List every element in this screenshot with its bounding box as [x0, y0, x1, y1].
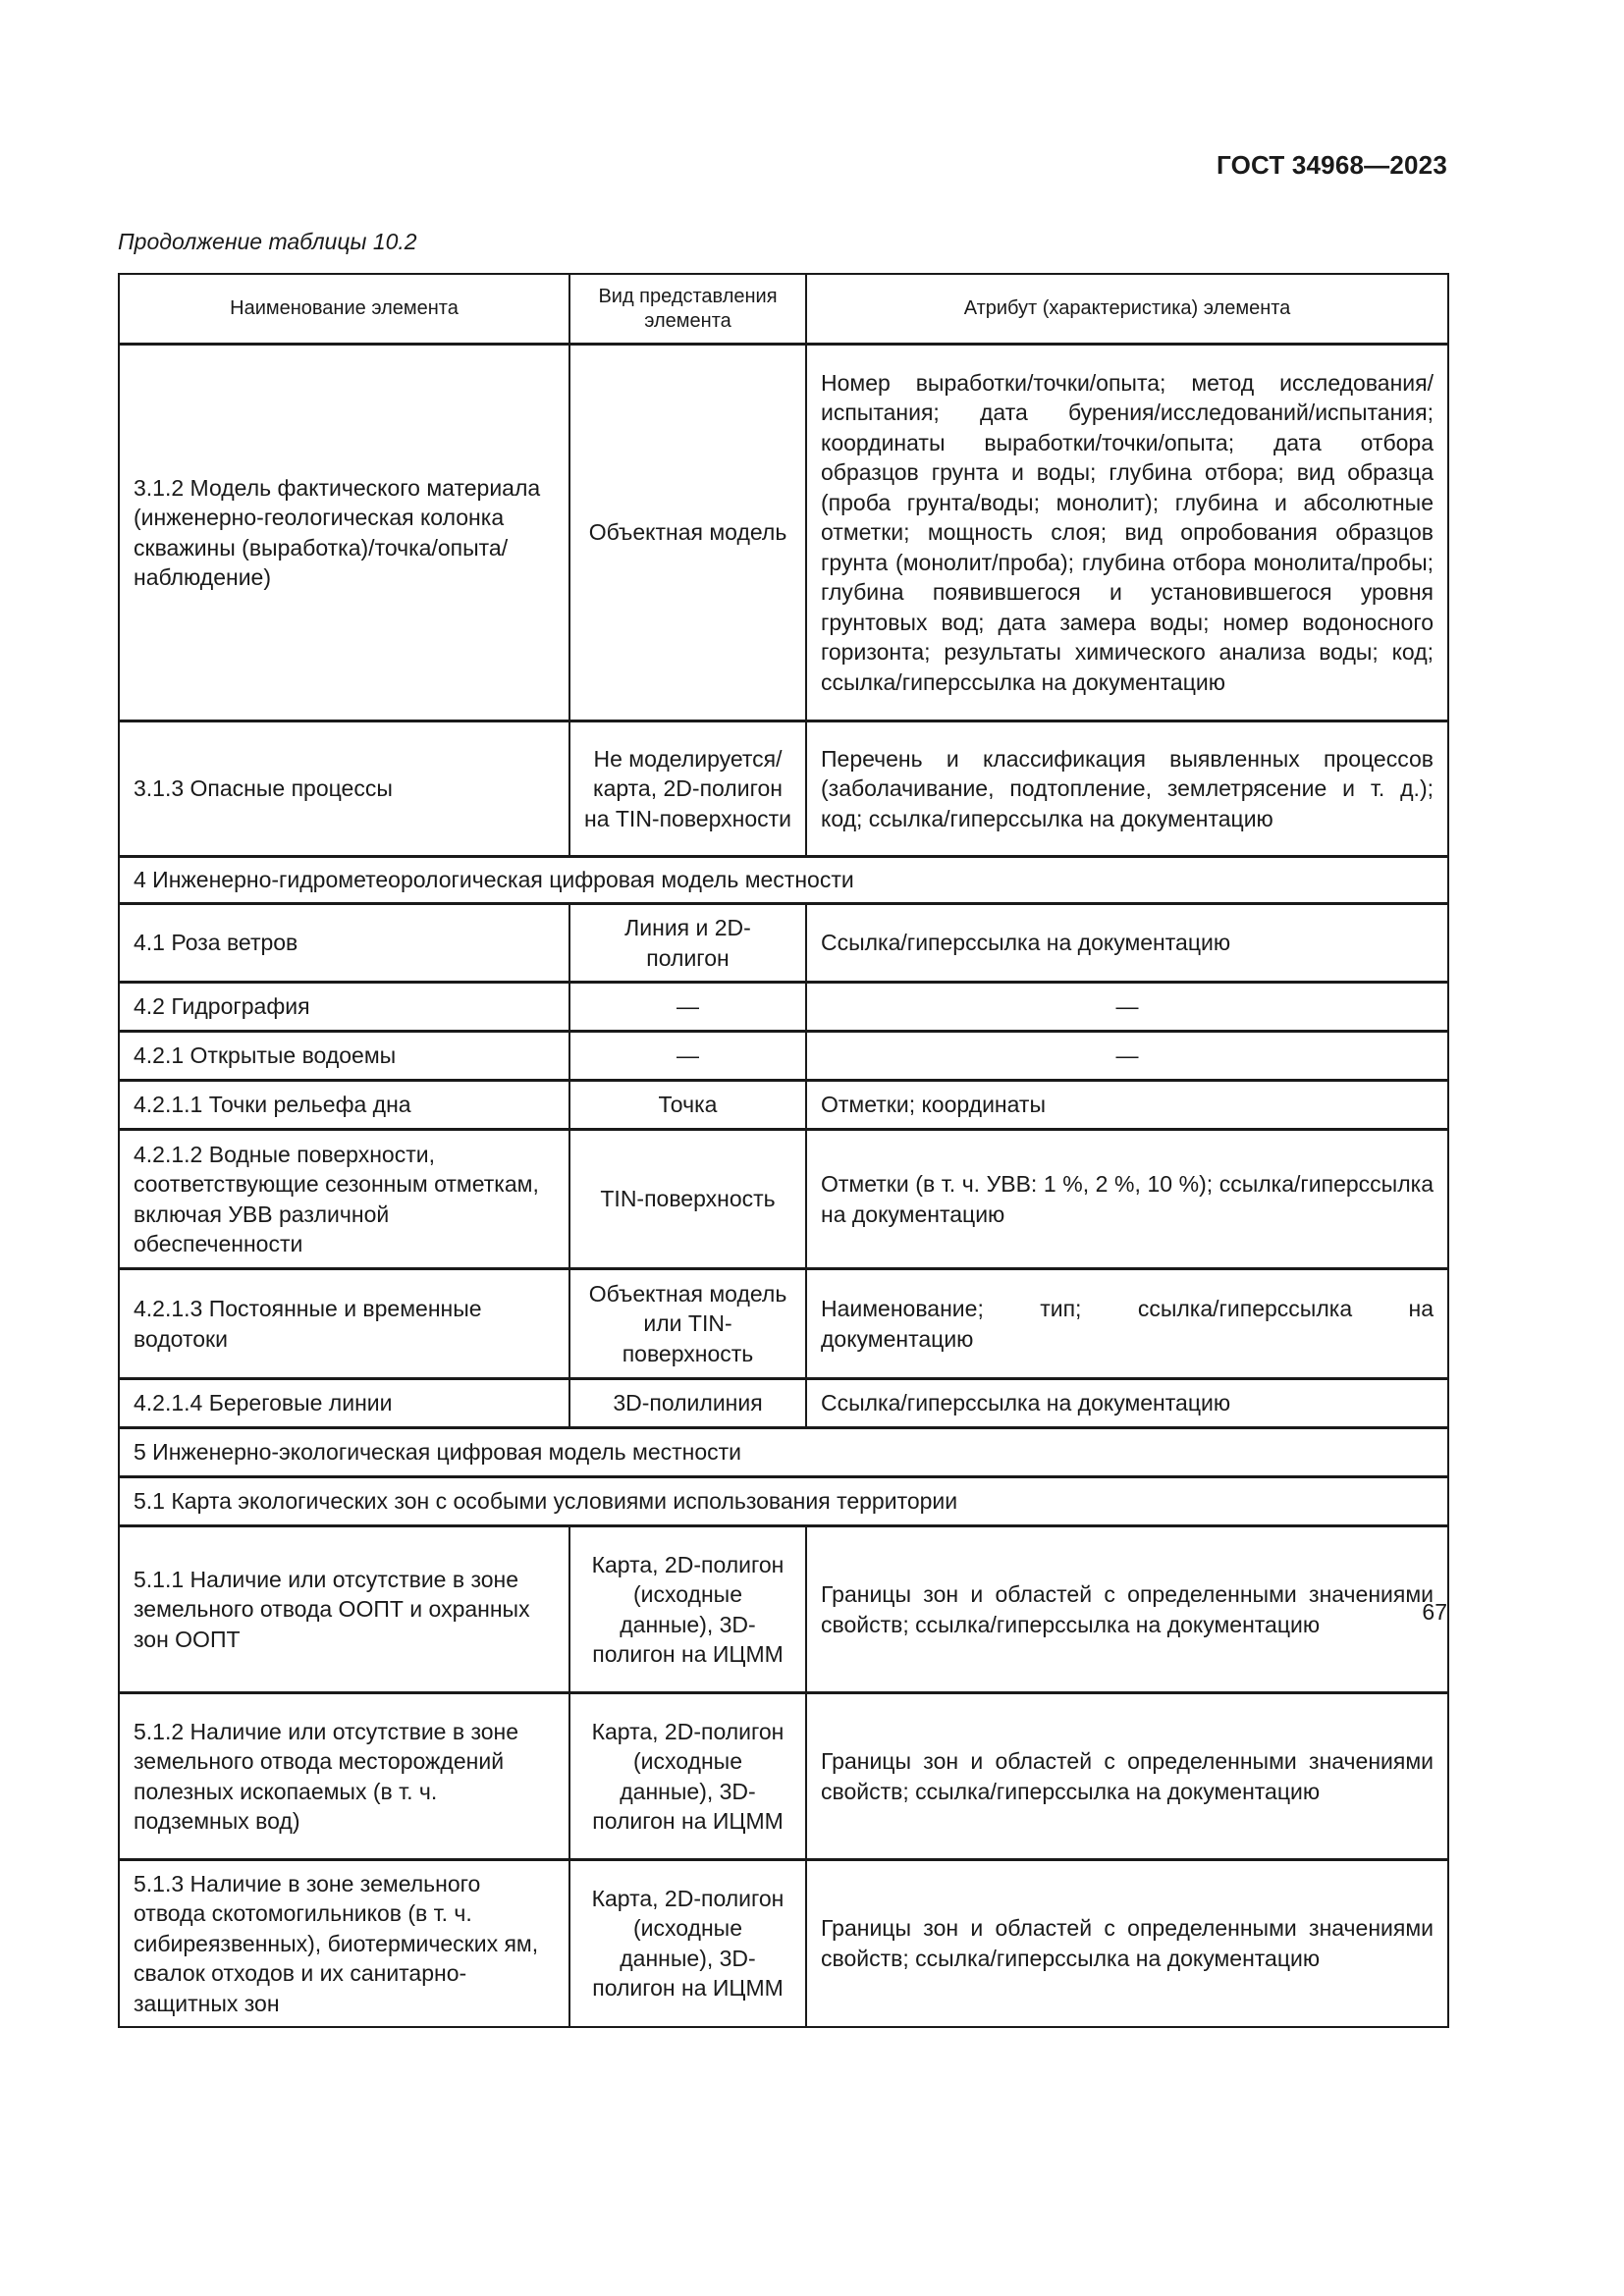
element-name-cell: 4.2 Гидрография: [119, 983, 569, 1032]
representation-cell: Карта, 2D-полигон (исходные данные), 3D-полигон на ИЦММ: [569, 1526, 806, 1693]
table-row: [119, 1693, 1448, 1860]
header-attribute: Атрибут (характеристика) элемента: [806, 274, 1448, 345]
table-caption: Продолжение таблицы 10.2: [118, 229, 417, 254]
representation-cell: 3D-полилиния: [569, 1379, 806, 1428]
attribute-cell: Отметки; координаты: [806, 1081, 1448, 1130]
element-name-cell: 5.1.2 Наличие или отсутствие в зоне земельного отвода месторождений полезных ископаемых (в т. ч. подземных вод): [119, 1693, 569, 1860]
element-name-cell: 4.2.1.2 Водные поверхности, соответствующие сезонным отметкам, включая УВВ различной обеспеченности: [119, 1130, 569, 1269]
attribute-cell: —: [806, 983, 1448, 1032]
table-row: [119, 983, 1448, 1032]
element-name-cell: 4.2.1.4 Береговые линии: [119, 1379, 569, 1428]
section-title: 5 Инженерно-экологическая цифровая модель местности: [119, 1428, 1448, 1477]
table-row: [119, 1130, 1448, 1269]
table-row: [119, 1081, 1448, 1130]
representation-cell: —: [569, 983, 806, 1032]
table-row: [119, 1379, 1448, 1428]
table-row: [119, 1269, 1448, 1379]
attributes-table: [118, 273, 1449, 2028]
attribute-cell: Перечень и классификация выявленных процессов (заболачивание, подтопление, землетрясение и т. д.); код; ссылка/гиперссылка на документацию: [806, 721, 1448, 857]
attribute-cell: Границы зон и областей с определенными значениями свойств; ссылка/гиперссылка на документацию: [806, 1526, 1448, 1693]
representation-cell: Линия и 2D-полигон: [569, 904, 806, 983]
table-header-row: [119, 274, 1448, 345]
table-row: [119, 904, 1448, 983]
element-name-cell: 4.2.1 Открытые водоемы: [119, 1032, 569, 1081]
section-row: [119, 1428, 1448, 1477]
attribute-cell: Отметки (в т. ч. УВВ: 1 %, 2 %, 10 %); ссылка/гиперссылка на документацию: [806, 1130, 1448, 1269]
element-name-cell: 4.2.1.1 Точки рельефа дна: [119, 1081, 569, 1130]
attribute-cell: Ссылка/гиперссылка на документацию: [806, 1379, 1448, 1428]
representation-cell: Карта, 2D-полигон (исходные данные), 3D-полигон на ИЦММ: [569, 1693, 806, 1860]
header-representation: Вид представления элемента: [569, 274, 806, 345]
table-row: [119, 345, 1448, 721]
element-name-cell: 3.1.3 Опасные процессы: [119, 721, 569, 857]
representation-cell: Карта, 2D-полигон (исходные данные), 3D-полигон на ИЦММ: [569, 1860, 806, 2027]
standard-number: ГОСТ 34968—2023: [1217, 150, 1447, 180]
element-name-cell: 5.1.1 Наличие или отсутствие в зоне земельного отвода ООПТ и охранных зон ООПТ: [119, 1526, 569, 1693]
section-title: 4 Инженерно-гидрометеорологическая цифровая модель местности: [119, 857, 1448, 904]
page-number: 67: [1422, 1599, 1447, 1625]
header-element-name: Наименование элемента: [119, 274, 569, 345]
attribute-cell: —: [806, 1032, 1448, 1081]
attribute-cell: Ссылка/гиперссылка на документацию: [806, 904, 1448, 983]
table-row: [119, 1032, 1448, 1081]
representation-cell: Объектная модель или TIN-поверхность: [569, 1269, 806, 1379]
representation-cell: Точка: [569, 1081, 806, 1130]
representation-cell: —: [569, 1032, 806, 1081]
table-row: [119, 721, 1448, 857]
element-name-cell: 4.2.1.3 Постоянные и временные водотоки: [119, 1269, 569, 1379]
element-name-cell: 4.1 Роза ветров: [119, 904, 569, 983]
section-row: [119, 1477, 1448, 1526]
attribute-cell: Номер выработки/точки/опыта; метод исследования/испытания; дата бурения/исследований/испытания; координаты выработки/точки/опыта; дата отбора образцов грунта и воды; глубина отбора; вид образца (проба грунта/воды; монолит); глубина и абсолютные отметки; мощность слоя; вид опробования образцов грунта (монолит/проба); глубина отбора монолита/пробы; глубина появившегося и установившегося уровня грунтовых вод; дата замера воды; номер водоносного горизонта; результаты химического анализа воды; код; ссылка/гиперссылка на документацию: [806, 345, 1448, 721]
attribute-cell: Границы зон и областей с определенными значениями свойств; ссылка/гиперссылка на документацию: [806, 1693, 1448, 1860]
representation-cell: TIN-поверхность: [569, 1130, 806, 1269]
element-name-cell: 3.1.2 Модель фактического материала (инженерно-геологическая колонка скважины (выработка)/точка/опыта/наблюдение): [119, 345, 569, 721]
table-row: [119, 1526, 1448, 1693]
representation-cell: Объектная модель: [569, 345, 806, 721]
table-row: [119, 1860, 1448, 2027]
section-row: [119, 857, 1448, 904]
attribute-cell: Границы зон и областей с определенными значениями свойств; ссылка/гиперссылка на документацию: [806, 1860, 1448, 2027]
representation-cell: Не моделируется/ карта, 2D-полигон на TIN-поверхности: [569, 721, 806, 857]
section-title: 5.1 Карта экологических зон с особыми условиями использования территории: [119, 1477, 1448, 1526]
element-name-cell: 5.1.3 Наличие в зоне земельного отвода скотомогильников (в т. ч. сибиреязвенных), биотермических ям, свалок отходов и их санитарно-защитных зон: [119, 1860, 569, 2027]
attribute-cell: Наименование; тип; ссылка/гиперссылка на документацию: [806, 1269, 1448, 1379]
